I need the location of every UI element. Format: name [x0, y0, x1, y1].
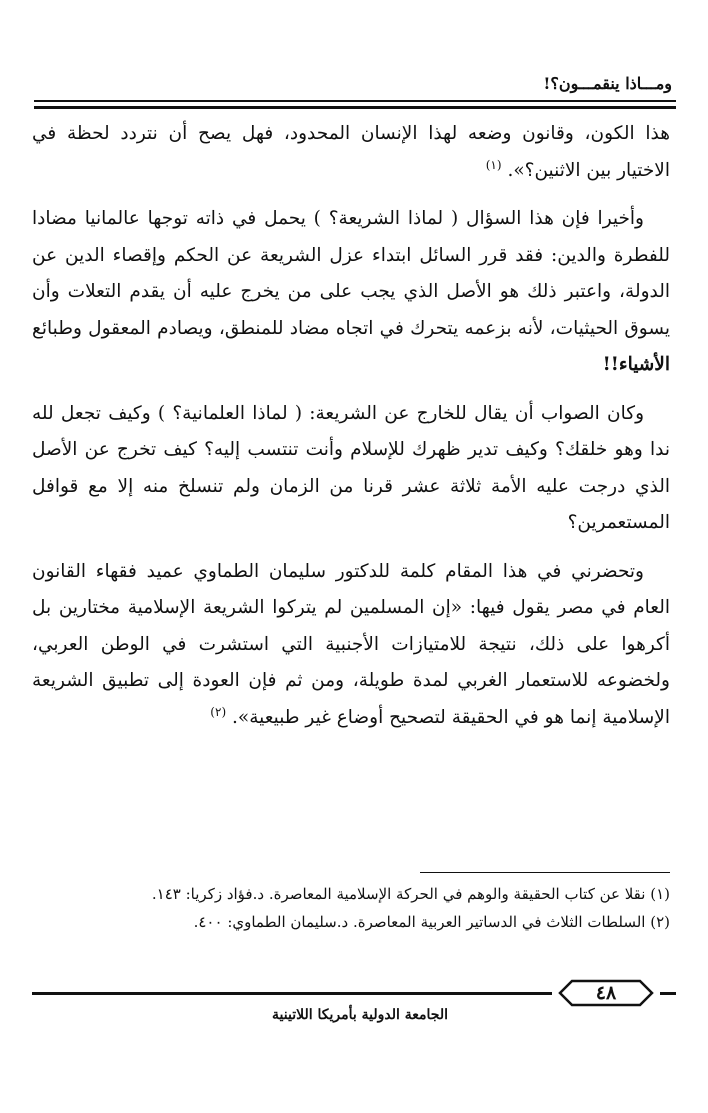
page-number: ٤٨ [595, 982, 617, 1004]
running-header-title: ومـــاذا ينقمـــون؟! [543, 74, 672, 93]
footnote-ref-2: (٢) [210, 704, 227, 719]
paragraph-2-text: وأخيرا فإن هذا السؤال ( لماذا الشريعة؟ ) يحمل في ذاته توجها عالمانيا مضادا للفطرة والدين: فقد قرر السائل ابتداء عزل الشريعة عن الحكم وإقصاء الدين عن الدولة، واعتبر ذلك هو الأصل الذي يجب على من يخرج عليه أن يقدم التعلات وأن يسوق الحيثيات، لأنه بزعمه يتحرك في اتجاه مضاد للمنطق، ويصادم المعقول وطبائع [32, 208, 670, 339]
paragraph-4 [32, 554, 670, 737]
page-number-badge [556, 978, 656, 1008]
header-rule-thick [34, 106, 676, 109]
footer-rule-left [32, 992, 552, 995]
footer-rule-right [660, 992, 676, 995]
footnotes [32, 880, 670, 936]
body-text [32, 116, 670, 736]
publisher-name: الجامعة الدولية بأمريكا اللاتينية [272, 1007, 448, 1023]
footnote-separator [420, 872, 670, 873]
footnote-ref-1: (١) [485, 157, 502, 172]
footnote-1: (١) نقلا عن كتاب الحقيقة والوهم في الحركة الإسلامية المعاصرة. د.فؤاد زكريا: ١٤٣. [151, 885, 670, 903]
paragraph-2-tail: الأشياء!! [602, 354, 670, 375]
header-rule-thin [34, 100, 676, 102]
paragraph-4-text: وتحضرني في هذا المقام كلمة للدكتور سليمان الطماوي عميد فقهاء القانون العام في مصر يقول فيها: «إن المسلمين لم يتركوا الشريعة الإسلامية مختارين بل أكرهوا على ذلك، نتيجة للامتيازات الأجنبية التي استشرت في الوطن العربي، ولخضوعه للاستعمار الغربي لمدة طويلة، ومن ثم فإن العودة إلى تطبيق الشريعة الإسلامية إنما هو في الحقيقة لتصحيح أوضاع غير طبيعية». [32, 560, 670, 728]
paragraph-1-text: هذا الكون، وقانون وضعه لهذا الإنسان المحدود، فهل يصح أن نتردد لحظة في الاختيار بين الاثنين؟». [32, 123, 670, 181]
paragraph-1 [32, 116, 670, 189]
footnote-2: (٢) السلطات الثلاث في الدساتير العربية المعاصرة. د.سليمان الطماوي: ٤٠٠. [193, 913, 670, 931]
paragraph-3-text: وكان الصواب أن يقال للخارج عن الشريعة: ( لماذا العلمانية؟ ) وكيف تجعل لله ندا وهو خلقك؟ وكيف تدير ظهرك للإسلام وأنت تنتسب إليه؟ كيف تخرج عن الأصل الذي درجت عليه الأمة ثلاثة عشر قرنا من الزمان ولم تنسلخ منه إلا مع قوافل المستعمرين؟ [32, 402, 670, 533]
paragraph-2 [32, 201, 670, 384]
paragraph-3 [32, 396, 670, 542]
